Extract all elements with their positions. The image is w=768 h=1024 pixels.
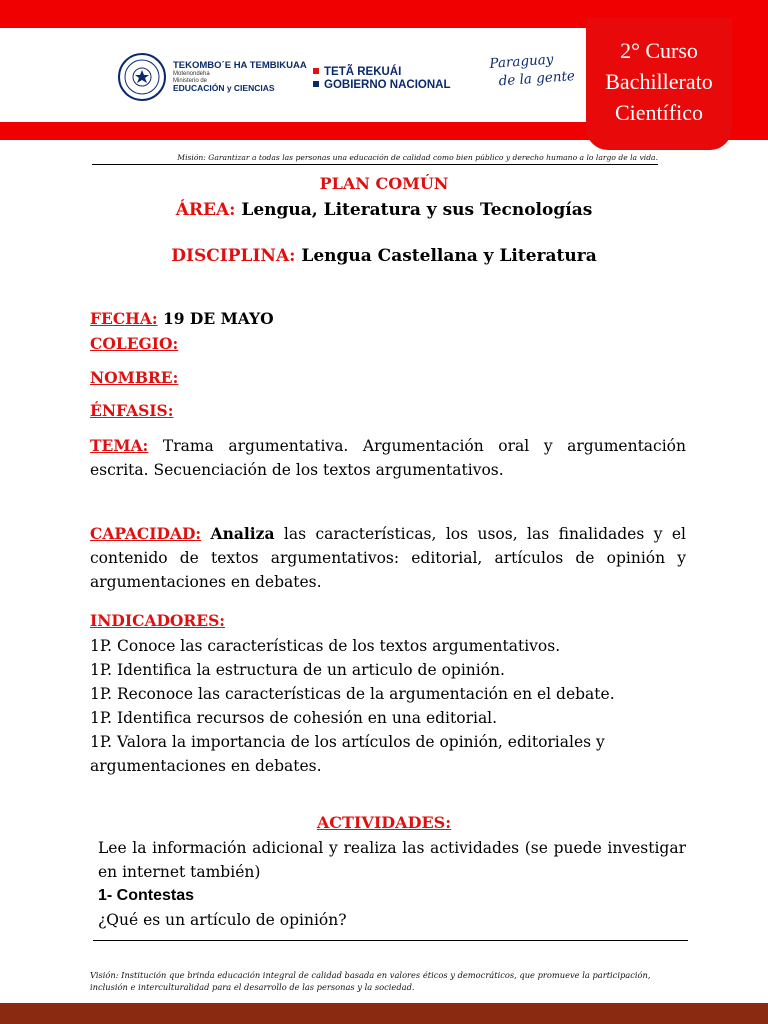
paraguay-de-la-gente-logo — [489, 49, 576, 91]
gov-line-1: TETÃ REKUÁI — [324, 66, 402, 78]
indicadores-list — [90, 634, 690, 778]
disciplina-label: DISCIPLINA: — [171, 246, 296, 266]
plan-title: PLAN COMÚN — [319, 174, 449, 193]
curso-line-3: Científico — [615, 100, 703, 125]
tema-label: TEMA: — [90, 436, 149, 455]
red-square-icon — [313, 68, 319, 74]
mec-subtitle-2: Ministerio de — [173, 77, 208, 84]
footer-bar — [0, 1003, 768, 1024]
mision-text: Misión: Garantizar a todas las personas una educación de calidad como bien público y derecho humano a lo largo de la vida. — [177, 153, 658, 162]
enfasis-label: ÉNFASIS: — [90, 401, 174, 420]
colegio-label: COLEGIO: — [90, 334, 179, 353]
national-seal-icon — [117, 52, 167, 102]
mision-line — [92, 153, 658, 165]
nombre-label: NOMBRE: — [90, 368, 179, 387]
indicadores-label: INDICADORES: — [90, 611, 226, 630]
curso-line-2: Bachillerato — [605, 69, 713, 94]
question-heading: 1- Contestas — [98, 887, 195, 904]
curso-badge — [586, 18, 732, 150]
mec-subtitle: Motenondeha — [173, 70, 210, 77]
indicadores-field — [90, 611, 225, 630]
fecha-field — [90, 309, 274, 328]
list-item: 1P. Reconoce las características de la argumentación en el debate. — [90, 685, 615, 703]
list-item: 1P. Conoce las características de los textos argumentativos. — [90, 637, 561, 655]
list-item: 1P. Valora la importancia de los artículos de opinión, editoriales y argumentaciones en debates. — [90, 733, 605, 775]
gov-line-2: GOBIERNO NACIONAL — [324, 79, 451, 91]
mec-title: TEKOMBO´E HA TEMBIKUAA — [173, 59, 307, 71]
actividades-title: ACTIVIDADES: — [316, 813, 452, 832]
paraguay-line-2: de la gente — [498, 68, 576, 90]
fecha-value: 19 DE MAYO — [162, 309, 274, 328]
area-value: Lengua, Literatura y sus Tecnologías — [241, 200, 593, 220]
tema-paragraph — [90, 434, 686, 482]
question-text: ¿Qué es un artículo de opinión? — [98, 911, 347, 929]
answer-line — [93, 940, 688, 941]
capacidad-paragraph — [90, 522, 686, 594]
capacidad-label: CAPACIDAD: — [90, 524, 202, 543]
actividades-text: Lee la información adicional y realiza las actividades (se puede investigar en internet también) — [98, 839, 686, 881]
list-item: 1P. Identifica la estructura de un articulo de opinión. — [90, 661, 505, 679]
disciplina-heading — [0, 246, 768, 266]
vision-text: Visión: Institución que brinda educación integral de calidad basada en valores éticos y democráticos, que promueve la participación, inclusión e interculturalidad para el desarrollo de las personas y la sociedad. — [90, 970, 651, 992]
list-item: 1P. Identifica recursos de cohesión en una editorial. — [90, 709, 498, 727]
tema-value: Trama argumentativa. Argumentación oral y argumentación escrita. Secuenciación de los textos argumentativos. — [90, 437, 686, 479]
blue-square-icon — [313, 81, 319, 87]
disciplina-value: Lengua Castellana y Literatura — [301, 246, 597, 266]
area-label: ÁREA: — [175, 200, 236, 220]
capacidad-value: las características, los usos, las finalidades y el contenido de textos argumentativos: editorial, artículos de opinión y argumentaciones en debates. — [90, 525, 686, 591]
mec-logo — [117, 52, 307, 102]
enfasis-field — [90, 401, 173, 420]
colegio-field — [90, 334, 178, 353]
mec-name: EDUCACIÓN y CIENCIAS — [173, 83, 275, 94]
capacidad-verb: Analiza — [210, 524, 275, 543]
gobierno-logo — [313, 66, 451, 92]
area-heading — [0, 200, 768, 220]
paraguay-line-1: Paraguay — [488, 51, 554, 72]
curso-line-1: 2° Curso — [620, 38, 698, 63]
nombre-field — [90, 368, 178, 387]
fecha-label: FECHA: — [90, 309, 158, 328]
